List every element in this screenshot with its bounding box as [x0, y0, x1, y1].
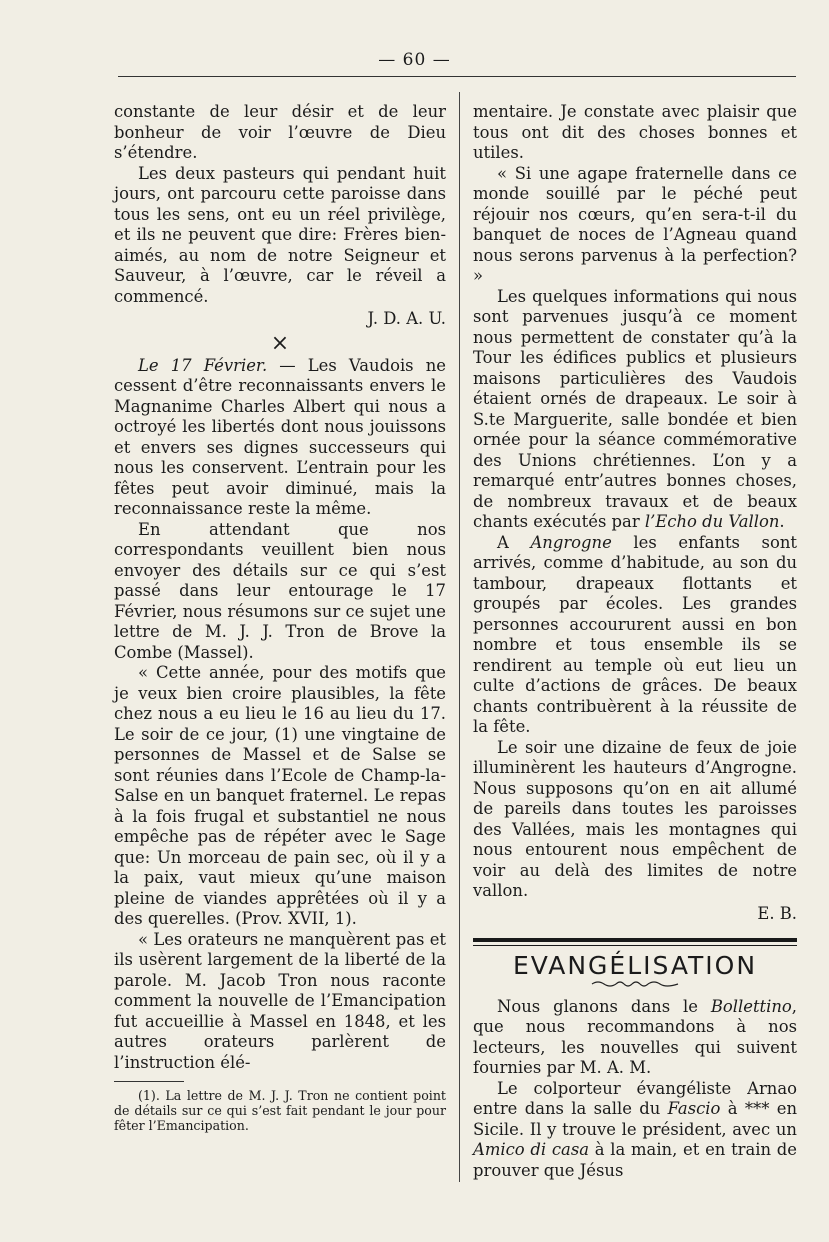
paragraph: « Cette année, pour des motifs que je veux bien croire plausibles, la fête chez nous a eu lieu le 16 au lieu du 17. Le soir de ce jour, (1) une vingtaine de personnes de Massel et de Salse se sont réunies dans l’Ecole de Champ-la-Salse en un banquet fraternel. Le repas à la fois frugal et substantiel ne nous empêche pas de répéter avec le Sage que: Un morceau de pain sec, où il y a la paix, vaut mieux qu’une maison pleine de viandes apprêtées où il y a des querelles. (Prov. XVII, 1).: [114, 663, 446, 928]
paragraph: En attendant que nos correspondants veuillent bien nous envoyer des détails sur ce qui s’est passé dans leur entourage le 17 Février, nous résumons sur ce sujet une lettre de M. J. J. Tron de Brove la Combe (Massel).: [114, 519, 446, 662]
italic-text: l’Echo du Vallon: [644, 512, 780, 531]
paragraph-text: les enfants sont arrivés, comme d’habitude, au son du tambour, drapeaux flottants et groupés par écoles. Les grandes personnes accoururent aussi en bon nombre et tous ensemble ils se rendirent au temple où eut lieu un culte d’actions de grâces. De beaux chants contribuèrent à la réussite de la fête.: [473, 532, 797, 736]
paragraph-text: Nous glanons dans le: [497, 996, 711, 1016]
paragraph: [473, 997, 797, 1079]
paragraph-text: .: [779, 512, 785, 531]
signature: E. B.: [757, 903, 797, 923]
cross-separator: ×: [270, 330, 290, 356]
signature: J. D. A. U.: [367, 309, 446, 328]
paragraph: « Si une agape fraternelle dans ce monde souillé par le péché peut réjouir nos cœurs, qu’en sera-t-il du banquet de noces de l’Agneau quand nous serons parvenus à la perfection? »: [473, 163, 797, 285]
paragraph: mentaire. Je constate avec plaisir que tous ont dit des choses bonnes et utiles.: [473, 102, 797, 162]
right-column: [473, 102, 797, 1181]
paragraph: [473, 1079, 797, 1182]
italic-text: Amico di casa: [473, 1140, 590, 1159]
paragraph: [473, 287, 797, 533]
paragraph-text: Le colporteur évangéliste Arnao entre dans la salle du: [473, 1078, 797, 1118]
paragraph: [114, 356, 446, 520]
italic-text: Angrogne: [530, 532, 612, 552]
paragraph-text: A: [497, 532, 531, 552]
paragraph: Le soir une dizaine de feux de joie illuminèrent les hauteurs d’Angrogne. Nous supposons qu’on en ait allumé de pareils dans toutes les paroisses des Vallées, mais les montagnes qui nous entourent nous empêchent de voir au delà des limites de notre vallon.: [473, 737, 797, 900]
italic-text: Bollettino: [710, 996, 792, 1016]
paragraph-text: , que nous recommandons à nos lecteurs, les nouvelles qui suivent fournies par M. A. M.: [473, 996, 797, 1077]
paragraph: constante de leur désir et de leur bonheur de voir l’œuvre de Dieu s’étendre.: [114, 102, 446, 162]
paragraph: [473, 533, 797, 738]
ornament-icon: [590, 979, 680, 989]
left-column: [114, 102, 446, 1133]
footnote-rule: [114, 1081, 184, 1082]
header-rule: [118, 76, 796, 77]
paragraph-text: — Les Vaudois ne cessent d’être reconnaissants envers le Magnanime Charles Albert qui nous a octroyé les libertés dont nous jouissons et envers ses dignes successeurs qui nous les conservent. L’entrain pour les fêtes peut avoir diminué, mais la reconnaissance reste la même.: [114, 355, 446, 518]
section-title: EVANGÉLISATION: [512, 951, 758, 980]
section-rule: [473, 938, 797, 946]
page-number: — 60 —: [378, 50, 451, 70]
paragraph: Les deux pasteurs qui pendant huit jours, ont parcouru cette paroisse dans tous les sens, ont eu un réel privilège, et ils ne peuvent que dire: Frères bien-aimés, au nom de notre Seigneur et Sauveur, à l’œuvre, car le réveil a commencé.: [114, 163, 446, 306]
italic-text: Fascio: [667, 1099, 721, 1118]
paragraph-text: à *** en Sicile. Il y trouve le président, avec un: [473, 1099, 797, 1139]
footnote: (1). La lettre de M. J. J. Tron ne contient point de détails sur ce qui s’est fait pendant le jour pour fêter l’Emancipation.: [114, 1088, 446, 1133]
column-divider: [459, 92, 460, 1182]
paragraph: « Les orateurs ne manquèrent pas et ils usèrent largement de la liberté de la parole. M. Jacob Tron nous raconte comment la nouvelle de l’Emancipation fut accueillie à Massel en 1848, et les autres orateurs parlèrent de l’instruction élé-: [114, 929, 446, 1072]
paragraph-text: à la main, et en train de prouver que Jésus: [473, 1140, 797, 1180]
section-heading: Le 17 Février.: [138, 355, 268, 375]
paragraph-text: Les quelques informations qui nous sont parvenues jusqu’à ce moment nous permettent de constater qu’à la Tour les édifices publics et plusieurs maisons particulières des Vaudois étaient ornés de drapeaux. Le soir à S.te Marguerite, salle bondée et bien ornée pour la séance commémorative des Unions chrétiennes. L’on y a remarqué entr’autres bonnes choses, de nombreux travaux et de beaux chants exécutés par: [473, 286, 797, 531]
